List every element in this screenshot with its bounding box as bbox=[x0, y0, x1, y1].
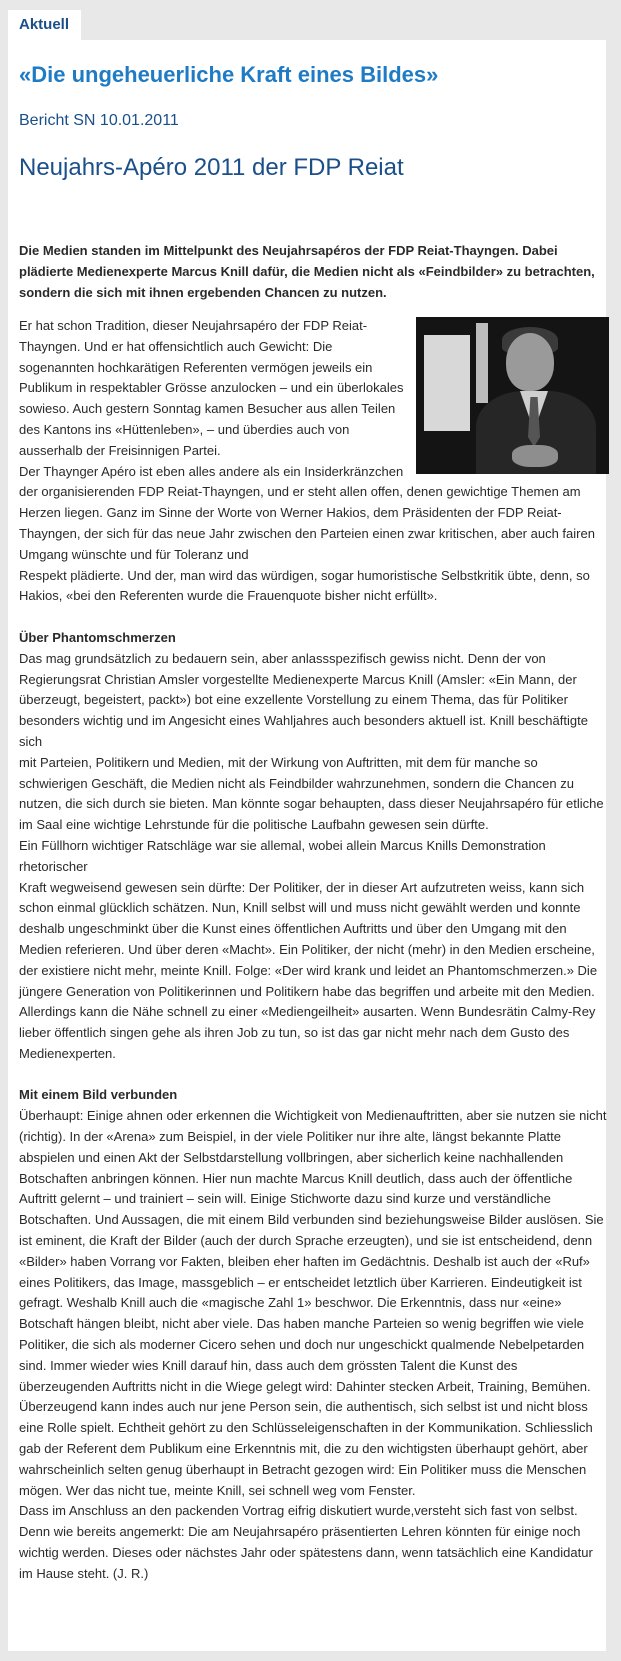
article-body bbox=[19, 316, 609, 1585]
speaker-photo bbox=[416, 317, 609, 474]
article-source: Bericht SN 10.01.2011 bbox=[19, 112, 179, 129]
photo-head bbox=[506, 333, 554, 391]
article-lead: Die Medien standen im Mittelpunkt des Neujahrsapéros der FDP Reiat-Thayngen. Dabei plädierte Medienexperte Marcus Knill dafür, die Medien nicht als «Feindbilder» zu betrachten, sondern die sich mit ihnen ergebenden Chancen zu nutzen. bbox=[19, 243, 595, 300]
paragraph-gap bbox=[19, 1065, 609, 1086]
section-paragraph: Ein Füllhorn wichtiger Ratschläge war sie allemal, wobei allein Marcus Knills Demonstration rhetorischer bbox=[19, 837, 546, 874]
paragraph-gap bbox=[19, 607, 609, 628]
tab-strip bbox=[8, 10, 606, 40]
intro-paragraph: Respekt plädierte. Und der, man wird das würdigen, sogar humoristische Selbstkritik übte, denn, so Hakios, «bei den Referenten wurde die Frauenquote bisher nicht erfüllt». bbox=[19, 567, 590, 604]
section-paragraph: Kraft wegweisend gewesen sein dürfte: Der Politiker, der in dieser Art aufzutreten weiss, kann sich schon einmal glücklich schätzen. Nun, Knill selbst will und muss nicht gewählt werden und konnte deshalb ungeschminkt über die Kunst eines öffentlichen Auftritts und über den Umgang mit den Medien referieren. Und über deren «Macht». Ein Politiker, der nicht (mehr) in den Medien erscheine, der existiere nicht mehr, meinte Knill. Folge: «Der wird krank und leidet an Phantomschmerzen.» Die jüngere Generation von Politikerinnen und Politikern habe das begriffen und arbeite mit den Medien. Allerdings kann die Nähe schnell zu einer «Mediengeilheit» ausarten. Wenn Bundesrätin Calmy-Rey lieber öffentlich singen gehe als ihren Job zu tun, so ist das gar nicht mehr nach dem Gusto des Medienexperten. bbox=[19, 879, 598, 1061]
section-paragraph: Überhaupt: Einige ahnen oder erkennen die Wichtigkeit von Medienauftritten, aber sie nutzen sie nicht (richtig). In der «Arena» zum Beispiel, in der viele Politiker nur ihre alte, längst bekannte Platte abspielen und einen Akt der Selbstdarstellung vollbringen, aber sicherlich keine nachhallenden Botschaften anbringen können. Hier nun machte Marcus Knill deutlich, dass auch der öffentliche Auftritt gelernt – und trainiert – sein will. Einige Stichworte dazu sind kurze und verständliche Botschaften. Und Aussagen, die mit einem Bild verbunden sind beziehungsweise Bilder auslösen. Sie ist eminent, die Kraft der Bilder (auch der durch Sprache erzeugten), und sie ist entscheidend, denn «Bilder» haben Vorrang vor Fakten, bleiben eher haften im Gedächtnis. Deshalb ist auch der «Ruf» eines Politikers, das Image, massgeblich – er entscheidet letztlich über Karrieren. Eindeutigkeit ist gefragt. Weshalb Knill auch die «magische Zahl 1» beschwor. Die Erkenntnis, dass nur «eine» Botschaft hängen bleibt, nicht aber viele. Das haben manche Parteien so wenig begriffen wie viele Politiker, die sich als moderner Cicero sehen und doch nur ungeschickt qualmende Nebelpetarden sind. Immer wieder wies Knill darauf hin, dass auch dem grössten Talent die Kunst des überzeugenden Auftritts nicht in die Wiege gelegt wird: Dahinter stecken Arbeit, Training, Bemühen. bbox=[19, 1108, 607, 1394]
photo-sign-edge bbox=[476, 323, 488, 403]
section-heading: Mit einem Bild verbunden bbox=[19, 1087, 178, 1103]
intro-paragraph: Er hat schon Tradition, dieser Neujahrsapéro der FDP Reiat-Thayngen. Und er hat offensichtlich auch Gewicht: Die sogenannten hochkarätigen Referenten vermögen jeweils ein Publikum in respektabler Grösse anzulocken – und ein überlokales sowieso. Auch gestern Sonntag kamen Besucher aus allen Teilen des Kantons ins «Hüttenleben», – und überdies auch von ausserhalb der Freisinnigen Partei. bbox=[19, 318, 404, 458]
section-paragraph: Das mag grundsätzlich zu bedauern sein, aber anlassspezifisch gewiss nicht. Denn der von Regierungsrat Christian Amsler vorgestellte Medienexperte Marcus Knill (Amsler: «Ein Mann, der überzeugt, begeistert, packt») bot eine exzellente Vorstellung zu einem Thema, das für Politiker besonders wichtig und im Angesicht eines Wahljahres auch besonders aktuell ist. Knill beschäftigte sich bbox=[19, 650, 588, 749]
section-paragraph: Überzeugend kann indes auch nur jene Person sein, die authentisch, sich selbst ist und nicht bloss eine Rolle spielt. Echtheit gehört zu den Schlüsseleigenschaften in der Kommunikation. Schliesslich gab der Referent dem Publikum eine Erkenntnis mit, die zu den wichtigsten überhaupt gehört, aber wahrscheinlich selten genug überhaupt in Betracht gezogen wird: Ein Politiker muss die Menschen mögen. Wer das nicht tue, meinte Knill, sei schnell weg vom Fenster. bbox=[19, 1399, 593, 1498]
section-paragraph: mit Parteien, Politikern und Medien, mit der Wirkung von Auftritten, mit dem für manche so schwierigen Geschäft, die Medien nicht als Feindbilder wahrzunehmen, sondern die Chancen zu nutzen, die sich durch sie bieten. Man könnte sogar behaupten, dass dieser Neujahrsapéro für etliche im Saal eine wichtige Lehrstunde für die politische Laufbahn gewesen sein dürfte. bbox=[19, 754, 604, 833]
article-headline: «Die ungeheuerliche Kraft eines Bildes» bbox=[19, 62, 439, 87]
photo-hands bbox=[512, 445, 558, 467]
section-heading: Über Phantomschmerzen bbox=[19, 629, 176, 645]
intro-paragraph: Der Thaynger Apéro ist eben alles andere als ein Insiderkränzchen der organisierenden FDP Reiat-Thayngen, und er steht allen offen, denen gewichtige Themen am Herzen liegen. Ganz im Sinne der Worte von Werner Hakios, dem Präsidenten der FDP Reiat-Thayngen, der sich für das neue Jahr zwischen den Parteien einen zwar kritischen, aber auch fairen Umgang wünschte und für Toleranz und bbox=[19, 463, 595, 562]
section-paragraph: Dass im Anschluss an den packenden Vortrag eifrig diskutiert wurde,versteht sich fast von selbst. Denn wie bereits angemerkt: Die am Neujahrsapéro präsentierten Lehren könnten für einige noch wichtig werden. Dieses oder nächstes Jahr oder spätestens dann, wenn tatsächlich eine Kandidatur im Hause steht. (J. R.) bbox=[19, 1503, 593, 1581]
tab-aktuell[interactable]: Aktuell bbox=[8, 10, 81, 40]
photo-sign-board bbox=[424, 335, 470, 431]
article-title: Neujahrs-Apéro 2011 der FDP Reiat bbox=[19, 154, 404, 181]
